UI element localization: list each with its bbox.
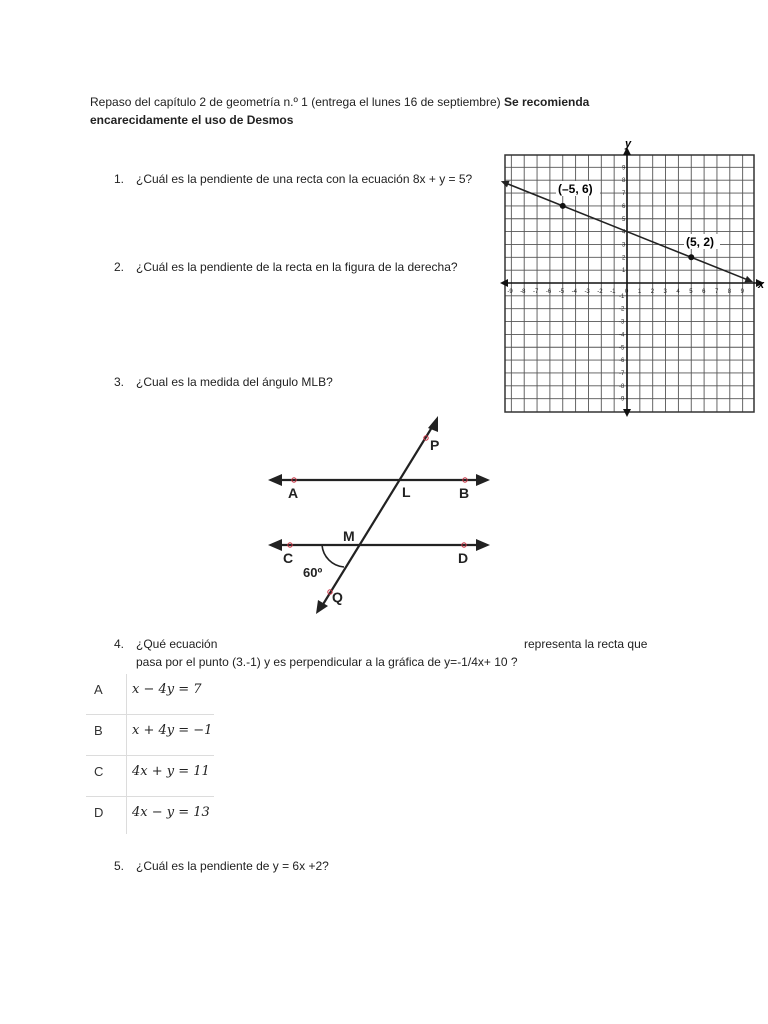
question-number: 3.: [114, 375, 125, 389]
x-tick-label: 4: [676, 289, 680, 295]
y-tick-label: -4: [619, 332, 625, 339]
answer-options: [86, 674, 216, 839]
x-tick-label: 1: [637, 289, 642, 295]
line-cd-arrow-right: [476, 539, 490, 551]
x-tick-label: 8: [727, 289, 732, 295]
question-text-middle: representa la recta que: [524, 637, 648, 651]
x-tick-label: -5: [558, 289, 565, 295]
option-row-b[interactable]: [86, 715, 214, 755]
label-a: A: [288, 485, 299, 501]
y-tick-label: -3: [619, 319, 625, 326]
line-ab-arrow-right: [476, 474, 490, 486]
header-recommendation-cont: encarecidamente el uso de Desmos: [90, 113, 294, 127]
x-tick-label: -2: [597, 289, 603, 295]
label-l: L: [402, 484, 411, 500]
header-title: Repaso del capítulo 2 de geometría n.º 1 (entrega el lunes 16 de septiembre): [90, 95, 504, 109]
y-tick-label: -5: [619, 345, 625, 352]
x-tick-label: -6: [545, 289, 552, 295]
line-ab-arrow-left: [268, 474, 282, 486]
y-tick-label: 7: [622, 191, 626, 198]
option-equation: 4x − y = 13: [132, 805, 210, 820]
option-letter: A: [94, 682, 103, 697]
question-number: 5.: [114, 859, 125, 873]
angle-arc: [322, 545, 344, 567]
question-number: 4.: [114, 637, 125, 651]
y-tick-label: 2: [622, 255, 626, 262]
question-text-end: pasa por el punto (3.-1) y es perpendicular a la gráfica de y=-1/4x+ 10 ?: [136, 655, 518, 669]
option-row-a[interactable]: [86, 674, 214, 714]
option-row-c[interactable]: [86, 756, 214, 796]
y-tick-label: -2: [619, 306, 625, 313]
y-tick-label: 5: [622, 216, 626, 223]
y-tick-label: 3: [622, 242, 626, 249]
y-tick-label: 4: [622, 229, 626, 236]
option-letter: C: [94, 764, 104, 779]
label-b: B: [459, 485, 470, 501]
y-axis-arrow-down: [623, 409, 631, 417]
question-text: ¿Cuál es la pendiente de la recta en la figura de la derecha?: [136, 260, 458, 274]
label-m: M: [343, 528, 355, 544]
x-tick-labels: [507, 289, 744, 295]
x-tick-label: 9: [740, 289, 744, 295]
y-tick-label: -6: [619, 358, 625, 365]
x-tick-label: -9: [507, 289, 513, 295]
x-axis-label: x: [758, 279, 765, 291]
x-tick-label: 3: [663, 289, 667, 295]
label-p: P: [430, 437, 440, 453]
y-tick-label: 1: [622, 268, 626, 275]
transversal-pq: [322, 424, 434, 606]
option-equation: x − 4y = 7: [132, 682, 202, 697]
coordinate-graph: [500, 138, 768, 418]
x-tick-label: -4: [571, 289, 577, 295]
question-text: ¿Cuál es la pendiente de una recta con la ecuación 8x + y = 5?: [136, 172, 473, 186]
point-label-2: (5, 2): [686, 235, 715, 249]
y-tick-label: -7: [619, 370, 625, 377]
option-letter: B: [94, 723, 103, 738]
line-cd-arrow-left: [268, 539, 282, 551]
option-equation: x + 4y = −1: [132, 723, 213, 738]
label-d: D: [458, 550, 469, 566]
option-row-d[interactable]: [86, 797, 214, 837]
y-tick-labels: [619, 165, 626, 402]
y-tick-label: -1: [619, 293, 625, 300]
y-tick-label: -9: [619, 396, 625, 403]
y-tick-label: 6: [622, 203, 626, 210]
option-equation: 4x + y = 11: [132, 764, 210, 779]
x-tick-label: 7: [714, 289, 719, 295]
graph-line-arrow-right: [744, 276, 753, 282]
x-tick-label: -1: [610, 289, 616, 295]
question-number: 1.: [114, 172, 125, 186]
header-recommendation: Se recomienda: [503, 95, 590, 109]
x-tick-label: -8: [520, 289, 526, 295]
angle-label: 60º: [303, 565, 323, 580]
question-4: [114, 635, 674, 675]
y-axis-label: y: [625, 138, 632, 150]
question-text-start: ¿Qué ecuación: [136, 637, 218, 651]
point-marker-1: [560, 203, 566, 209]
x-tick-label: 2: [650, 289, 655, 295]
y-tick-label: -8: [619, 383, 625, 390]
point-marker-2: [688, 254, 694, 260]
x-tick-label: 0: [625, 289, 629, 295]
x-tick-label: -3: [584, 289, 590, 295]
question-number: 2.: [114, 260, 125, 274]
label-q: Q: [332, 589, 343, 605]
point-label-1: (–5, 6): [558, 182, 593, 196]
x-tick-label: 6: [702, 289, 706, 295]
label-c: C: [283, 550, 294, 566]
assignment-header: [90, 93, 650, 129]
question-text: ¿Cual es la medida del ángulo MLB?: [136, 375, 333, 389]
y-tick-label: 9: [622, 165, 626, 172]
angle-figure: [262, 412, 498, 618]
x-tick-label: 5: [689, 289, 693, 295]
y-tick-label: 8: [622, 178, 626, 185]
transversal-arrow-bottom: [316, 600, 328, 614]
x-tick-label: -7: [533, 289, 539, 295]
option-letter: D: [94, 805, 104, 820]
question-text: ¿Cuál es la pendiente de y = 6x +2?: [136, 859, 329, 873]
x-axis-arrow-left: [500, 279, 508, 287]
